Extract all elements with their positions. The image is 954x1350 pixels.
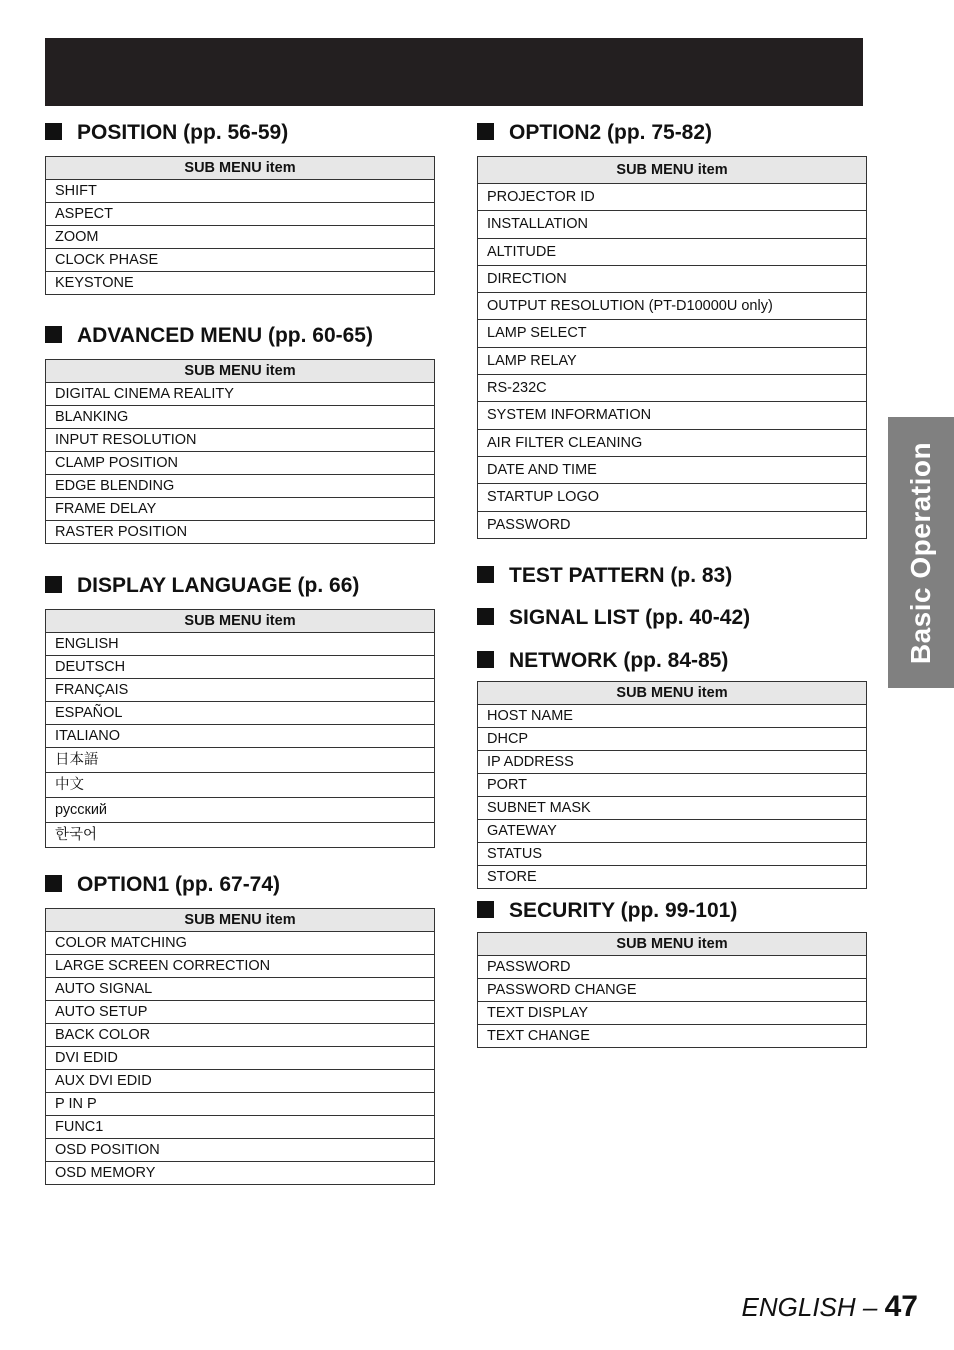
option2-table [477, 156, 867, 539]
table-row: FRANÇAIS [46, 679, 434, 702]
table-row: DIRECTION [478, 266, 866, 293]
table-header: SUB MENU item [46, 909, 434, 932]
display-language-table [45, 609, 435, 848]
table-row: TEXT DISPLAY [478, 1002, 866, 1025]
table-header: SUB MENU item [46, 610, 434, 633]
section-heading-security: SECURITY (pp. 99-101) [477, 898, 737, 924]
page-footer [742, 1290, 918, 1324]
table-row: PASSWORD CHANGE [478, 979, 866, 1002]
table-row: DHCP [478, 728, 866, 751]
table-row: LAMP SELECT [478, 320, 866, 347]
table-row: BLANKING [46, 406, 434, 429]
table-row: CLAMP POSITION [46, 452, 434, 475]
table-row: ZOOM [46, 226, 434, 249]
table-row: DEUTSCH [46, 656, 434, 679]
square-bullet-icon [477, 608, 494, 625]
footer-language: ENGLISH [741, 1292, 856, 1322]
table-row: EDGE BLENDING [46, 475, 434, 498]
square-bullet-icon [477, 566, 494, 583]
security-table [477, 932, 867, 1048]
table-row: LAMP RELAY [478, 348, 866, 375]
table-row: INPUT RESOLUTION [46, 429, 434, 452]
header-bar [45, 38, 863, 106]
table-row: DVI EDID [46, 1047, 434, 1070]
table-row: ASPECT [46, 203, 434, 226]
footer-dash: – [862, 1292, 878, 1322]
table-row: FUNC1 [46, 1116, 434, 1139]
square-bullet-icon [45, 123, 62, 140]
table-row: AUTO SETUP [46, 1001, 434, 1024]
table-header: SUB MENU item [478, 682, 866, 705]
table-row: 中文 [46, 773, 434, 798]
side-tab-label: Basic Operation [905, 441, 936, 664]
square-bullet-icon [45, 875, 62, 892]
table-row: PROJECTOR ID [478, 184, 866, 211]
table-row: P IN P [46, 1093, 434, 1116]
table-header: SUB MENU item [46, 360, 434, 383]
table-row: STORE [487, 869, 537, 885]
table-header: SUB MENU item [478, 933, 866, 956]
table-row: DATE AND TIME [478, 457, 866, 484]
table-row: COLOR MATCHING [46, 932, 434, 955]
square-bullet-icon [45, 576, 62, 593]
section-heading-position: POSITION (pp. 56-59) [45, 120, 288, 146]
table-row: DIGITAL CINEMA REALITY [46, 383, 434, 406]
section-heading-test-pattern: TEST PATTERN (p. 83) [477, 563, 732, 589]
table-row: PASSWORD [478, 956, 866, 979]
section-heading-option1: OPTION1 (pp. 67-74) [45, 872, 280, 898]
table-row: STARTUP LOGO [478, 484, 866, 511]
table-row: BACK COLOR [46, 1024, 434, 1047]
table-row: RS-232C [478, 375, 866, 402]
square-bullet-icon [477, 651, 494, 668]
table-row: ESPAÑOL [46, 702, 434, 725]
table-row: ITALIANO [46, 725, 434, 748]
table-row: AIR FILTER CLEANING [478, 430, 866, 457]
table-row: IP ADDRESS [478, 751, 866, 774]
table-row: RASTER POSITION [55, 524, 188, 540]
square-bullet-icon [477, 123, 494, 140]
section-heading-display-language: DISPLAY LANGUAGE (p. 66) [45, 573, 359, 599]
table-header: SUB MENU item [46, 157, 434, 180]
square-bullet-icon [477, 901, 494, 918]
table-row: OUTPUT RESOLUTION (PT-D10000U only) [478, 293, 866, 320]
table-row: OSD MEMORY [55, 1165, 156, 1181]
table-row: TEXT CHANGE [487, 1028, 590, 1044]
table-row: OSD POSITION [46, 1139, 434, 1162]
table-row: GATEWAY [478, 820, 866, 843]
table-row: PASSWORD [487, 516, 571, 533]
table-row: SUBNET MASK [478, 797, 866, 820]
table-row: CLOCK PHASE [46, 249, 434, 272]
table-row: AUX DVI EDID [46, 1070, 434, 1093]
option1-table [45, 908, 435, 1185]
section-heading-option2: OPTION2 (pp. 75-82) [477, 120, 712, 146]
table-row: ALTITUDE [478, 239, 866, 266]
table-row: STATUS [478, 843, 866, 866]
section-heading-network: NETWORK (pp. 84-85) [477, 648, 728, 674]
network-table [477, 681, 867, 889]
section-heading-signal-list: SIGNAL LIST (pp. 40-42) [477, 605, 750, 631]
table-row: KEYSTONE [55, 275, 134, 291]
table-row: FRAME DELAY [46, 498, 434, 521]
table-row: ENGLISH [46, 633, 434, 656]
square-bullet-icon [45, 326, 62, 343]
side-tab-basic-operation [888, 417, 954, 688]
table-row: LARGE SCREEN CORRECTION [46, 955, 434, 978]
page-number: 47 [884, 1290, 918, 1323]
table-header: SUB MENU item [478, 157, 866, 184]
table-row: PORT [478, 774, 866, 797]
table-row: SYSTEM INFORMATION [478, 402, 866, 429]
table-row: 日本語 [46, 748, 434, 773]
table-row: русский [46, 798, 434, 823]
advanced-menu-table [45, 359, 435, 544]
table-row: AUTO SIGNAL [46, 978, 434, 1001]
position-table [45, 156, 435, 295]
table-row: INSTALLATION [478, 211, 866, 238]
table-row: SHIFT [46, 180, 434, 203]
table-row: 한국어 [55, 827, 98, 843]
section-heading-advanced-menu: ADVANCED MENU (pp. 60-65) [45, 323, 373, 349]
table-row: HOST NAME [478, 705, 866, 728]
